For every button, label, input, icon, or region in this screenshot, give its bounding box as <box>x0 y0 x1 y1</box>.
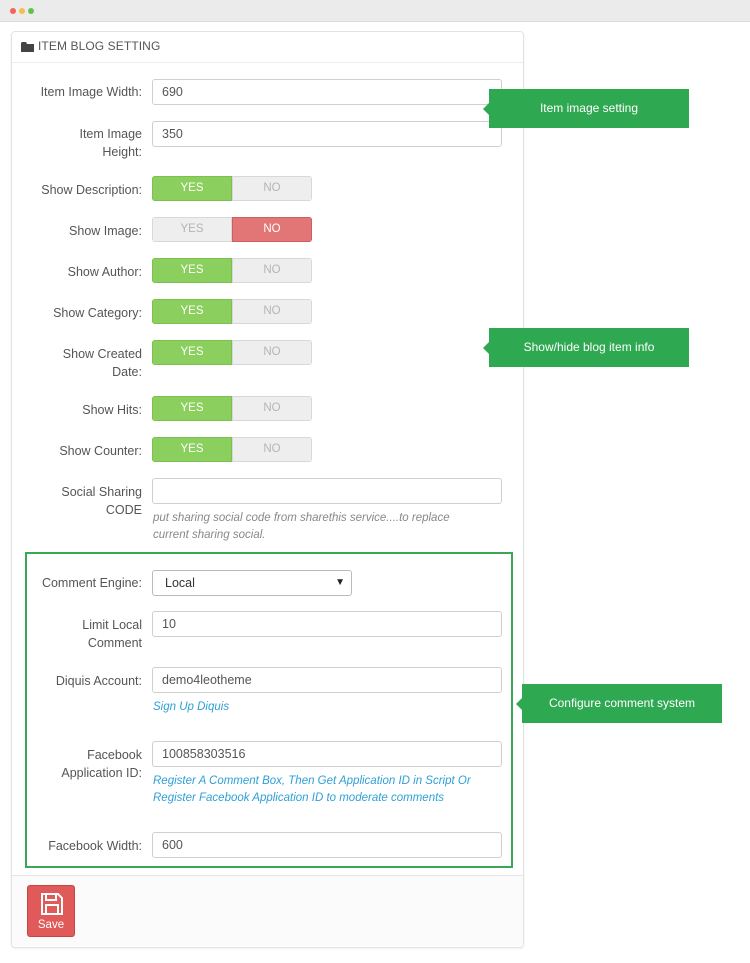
show-counter-yes[interactable]: YES <box>152 437 232 462</box>
facebook-app-id-label <box>12 746 142 782</box>
show-created-date-yes[interactable]: YES <box>152 340 232 365</box>
show-created-date-label-line2: Date: <box>112 365 142 379</box>
show-counter-toggle <box>152 437 312 462</box>
diquis-account-label: Diquis Account: <box>55 674 142 688</box>
callout-image-setting: Item image setting <box>489 89 689 128</box>
comment-engine-label: Comment Engine: <box>41 576 142 590</box>
show-image-yes[interactable]: YES <box>152 217 232 242</box>
facebook-width-label: Facebook Width: <box>48 839 142 853</box>
show-author-yes[interactable]: YES <box>152 258 232 283</box>
show-author-label: Show Author: <box>67 265 142 279</box>
window-chrome <box>0 0 750 22</box>
facebook-width-input[interactable]: 600 <box>152 832 502 858</box>
show-description-toggle <box>152 176 312 201</box>
item-image-height-label-line2: Height: <box>102 145 142 159</box>
show-description-label: Show Description: <box>41 183 142 197</box>
social-sharing-textarea[interactable] <box>152 478 502 504</box>
facebook-register-link[interactable] <box>153 773 471 807</box>
item-image-width-input[interactable]: 690 <box>152 79 502 105</box>
callout-comment-system: Configure comment system <box>522 684 722 723</box>
show-description-yes[interactable]: YES <box>152 176 232 201</box>
panel-heading <box>12 32 523 63</box>
close-window-dot[interactable] <box>10 8 16 14</box>
show-category-toggle <box>152 299 312 324</box>
limit-local-comment-label <box>12 616 142 652</box>
show-hits-toggle <box>152 396 312 421</box>
item-image-height-label <box>12 125 142 161</box>
limit-local-comment-label-line1: Limit Local <box>82 618 142 632</box>
caret-down-icon: ▼ <box>335 577 345 588</box>
social-sharing-help <box>153 510 513 544</box>
diquis-account-input[interactable]: demo4leotheme <box>152 667 502 693</box>
register-comment-box-link[interactable]: Register A Comment Box, Then Get Application ID in Script Or <box>153 775 471 787</box>
show-counter-no[interactable]: NO <box>232 437 312 462</box>
social-sharing-help-line1: put sharing social code from sharethis service....to replace <box>153 512 450 524</box>
show-image-label: Show Image: <box>69 224 142 238</box>
show-hits-yes[interactable]: YES <box>152 396 232 421</box>
show-description-no[interactable]: NO <box>232 176 312 201</box>
save-label: Save <box>37 919 65 931</box>
floppy-disk-icon <box>40 892 64 916</box>
limit-local-comment-label-line2: Comment <box>87 636 142 650</box>
social-sharing-label-line1: Social Sharing <box>61 485 142 499</box>
show-author-toggle <box>152 258 312 283</box>
minimize-window-dot[interactable] <box>19 8 25 14</box>
show-hits-no[interactable]: NO <box>232 396 312 421</box>
callout-show-hide: Show/hide blog item info <box>489 328 689 367</box>
folder-icon <box>21 42 34 52</box>
show-created-date-label-line1: Show Created <box>62 347 142 361</box>
show-created-date-toggle <box>152 340 312 365</box>
comment-engine-select[interactable] <box>152 570 352 596</box>
item-image-height-input[interactable]: 350 <box>152 121 502 147</box>
facebook-app-id-label-line1: Facebook <box>87 748 142 762</box>
save-button[interactable] <box>27 885 75 937</box>
show-counter-label: Show Counter: <box>59 444 142 458</box>
show-category-yes[interactable]: YES <box>152 299 232 324</box>
facebook-app-id-input[interactable]: 100858303516 <box>152 741 502 767</box>
show-created-date-label <box>12 345 142 381</box>
show-created-date-no[interactable]: NO <box>232 340 312 365</box>
item-image-width-label: Item Image Width: <box>40 85 142 99</box>
comment-engine-value: Local <box>165 576 195 590</box>
show-category-label: Show Category: <box>53 306 142 320</box>
comment-settings-highlight <box>25 552 513 868</box>
show-image-toggle <box>152 217 312 242</box>
facebook-app-id-label-line2: Application ID: <box>61 766 142 780</box>
social-sharing-label-line2: CODE <box>105 503 142 517</box>
maximize-window-dot[interactable] <box>28 8 34 14</box>
register-facebook-app-link[interactable]: Register Facebook Application ID to moderate comments <box>153 792 445 804</box>
social-sharing-label <box>12 483 142 519</box>
show-category-no[interactable]: NO <box>232 299 312 324</box>
sign-up-diquis-link[interactable]: Sign Up Diquis <box>153 701 230 713</box>
show-author-no[interactable]: NO <box>232 258 312 283</box>
show-image-no[interactable]: NO <box>232 217 312 242</box>
panel-footer <box>12 875 523 946</box>
panel-title: ITEM BLOG SETTING <box>38 39 161 53</box>
item-image-height-label-line1: Item Image <box>79 127 142 141</box>
social-sharing-help-line2: current sharing social. <box>153 529 266 541</box>
show-hits-label: Show Hits: <box>82 403 142 417</box>
limit-local-comment-input[interactable]: 10 <box>152 611 502 637</box>
